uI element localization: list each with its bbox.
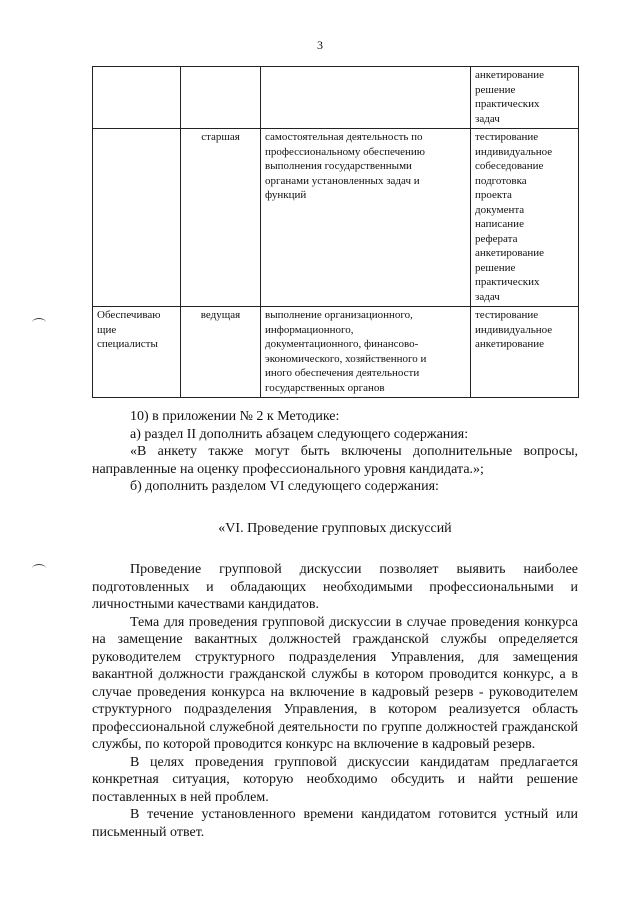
cell-line: решение [475, 261, 516, 274]
cell-line: иного обеспечения деятельности [265, 367, 420, 379]
item-10a-quote: «В анкету также могут быть включены дополнительные вопросы, направленные на оценку профессионального уровня кандидата.»; [92, 444, 578, 477]
scan-mark [32, 564, 46, 573]
cell-line: информационного, [265, 323, 354, 336]
amendment-text [92, 408, 578, 841]
item-10b: б) дополнить разделом VI следующего содержания: [130, 479, 439, 494]
cell-line: проекта [475, 189, 512, 201]
scan-mark [32, 318, 46, 327]
cell-line: тестирование [475, 309, 539, 321]
item-10a: а) раздел II дополнить абзацем следующего содержания: [130, 426, 469, 442]
cell-methods [471, 67, 579, 129]
paragraph-2: Тема для проведения групповой дискуссии в случае проведения конкурса на замещение вакантных должностей гражданской службы определяется руководителем структурного подразделения Управления, для замещения вакантной должности гражданской службы в котором проводится конкурс, а в случае проведения конкурса на включение в кадровый резерв - руководителем структурного подразделения Управления, в котором реализуется область профессиональной служебной деятельности по группе должностей гражданской службы, по которой проводится конкурс на включение в кадровый резерв. [92, 614, 578, 752]
cell-line: практических [475, 276, 540, 288]
cell-content [261, 67, 471, 129]
cell-line: Обеспечиваю [97, 309, 161, 321]
cell-line: задач [475, 112, 500, 125]
cell-group [93, 67, 181, 129]
cell-line: практических [475, 98, 540, 110]
cell-line: выполнение организационного, [265, 309, 413, 321]
cell-line: профессиональному обеспечению [265, 145, 425, 158]
cell-rank [181, 67, 261, 129]
cell-line: индивидуальное [475, 323, 553, 336]
cell-content [261, 307, 471, 398]
cell-line: реферата [475, 232, 518, 245]
cell-line: анкетирование [475, 247, 545, 259]
cell-content [261, 129, 471, 307]
cell-line: органами установленных задач и [265, 174, 420, 187]
table-row [93, 129, 579, 307]
cell-line: решение [475, 83, 516, 96]
requirements-table [92, 66, 579, 398]
cell-rank: старшая [181, 129, 261, 307]
cell-line: подготовка [475, 174, 527, 187]
cell-line: задач [475, 290, 500, 303]
item-10: 10) в приложении № 2 к Методике: [130, 409, 340, 424]
page-number: 3 [317, 38, 323, 52]
paragraph-3: В целях проведения групповой дискуссии кандидатам предлагается конкретная ситуация, которую необходимо обсудить и найти решение поставленных в ней проблем. [92, 754, 578, 805]
paragraph-1: Проведение групповой дискуссии позволяет выявить наиболее подготовленных и обладающих необходимыми профессиональными и личностными качествами кандидатов. [92, 562, 578, 612]
cell-line: документа [475, 203, 525, 216]
cell-line: анкетирование [475, 69, 545, 81]
table-row [93, 67, 579, 129]
paragraph-4: В течение установленного времени кандидатом готовится устный или письменный ответ. [92, 807, 578, 840]
cell-line: документационного, финансово- [265, 338, 419, 350]
cell-line: собеседование [475, 160, 544, 172]
cell-methods [471, 129, 579, 307]
cell-line: экономического, хозяйственного и [265, 352, 427, 365]
cell-line: щие [97, 323, 117, 336]
cell-line: функций [265, 189, 307, 201]
cell-methods [471, 307, 579, 398]
cell-line: тестирование [475, 131, 539, 143]
cell-line: выполнения государственными [265, 160, 412, 172]
table-row [93, 307, 579, 398]
cell-line: самостоятельная деятельность по [265, 131, 423, 143]
cell-rank: ведущая [181, 307, 261, 398]
cell-line: государственных органов [265, 381, 385, 394]
cell-line: анкетирование [475, 338, 545, 350]
cell-line: специалисты [97, 338, 158, 350]
cell-group [93, 307, 181, 398]
cell-line: написание [475, 218, 524, 230]
cell-line: индивидуальное [475, 145, 553, 158]
cell-group [93, 129, 181, 307]
section-title: «VI. Проведение групповых дискуссий [218, 520, 452, 536]
